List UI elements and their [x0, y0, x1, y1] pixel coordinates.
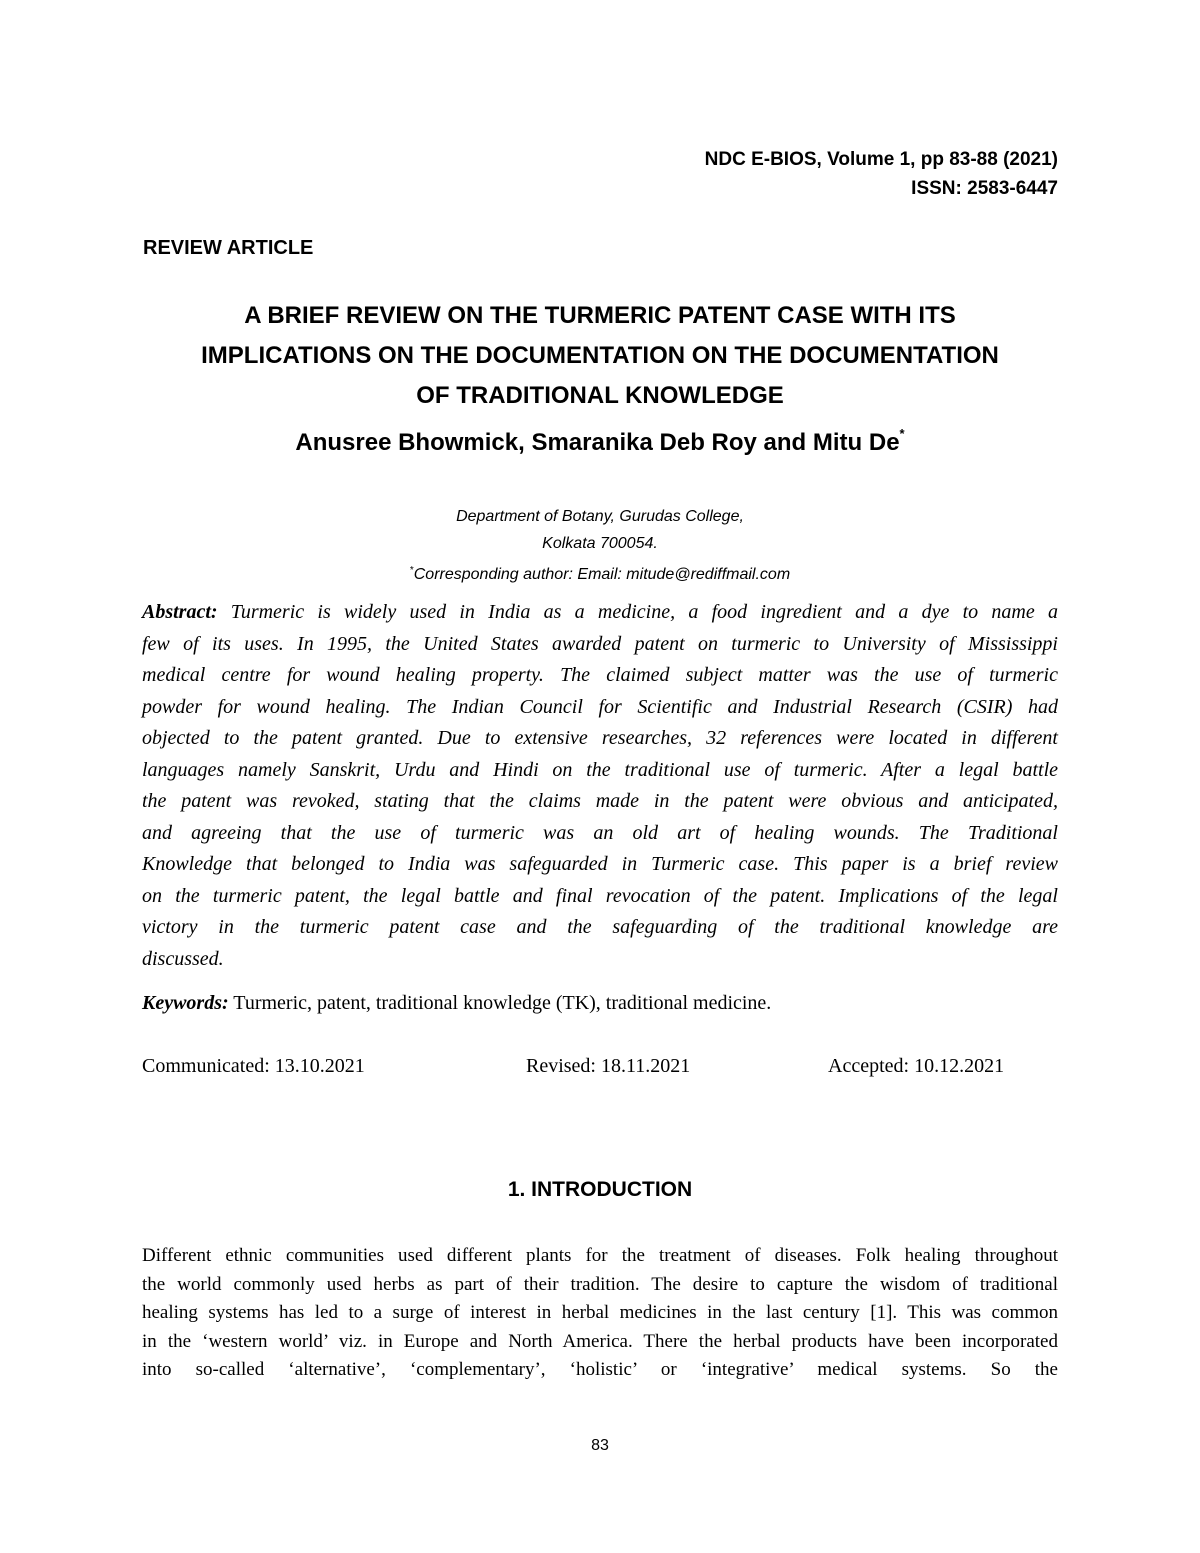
- date-accepted: Accepted: 10.12.2021: [828, 1055, 1005, 1077]
- title-line: A BRIEF REVIEW ON THE TURMERIC PATENT CASE WITH ITS: [244, 302, 956, 329]
- page-number: 83: [591, 1437, 609, 1454]
- corresponding-marker: *: [899, 426, 905, 441]
- abstract-line: on the turmeric patent, the legal battle and final revocation of the patent. Implications of the legal: [142, 884, 1058, 907]
- keywords: [142, 992, 771, 1015]
- article-type: REVIEW ARTICLE: [143, 237, 314, 259]
- corresponding-author: [100, 557, 1100, 588]
- affiliation: [100, 503, 1100, 588]
- abstract-text: Turmeric is widely used in India as a medicine, a food ingredient and a dye to name a: [217, 601, 1058, 623]
- abstract-line: objected to the patent granted. Due to extensive researches, 32 references were located in different: [142, 727, 1058, 749]
- body-line: healing systems has led to a surge of interest in herbal medicines in the last century [1]. This was common: [142, 1302, 1058, 1323]
- affiliation-department: Department of Botany, Gurudas College,: [456, 508, 744, 525]
- abstract-line: [142, 597, 1058, 629]
- abstract-line: few of its uses. In 1995, the United States awarded patent on turmeric to University of Mississippi: [142, 632, 1058, 655]
- abstract-line: the patent was revoked, stating that the claims made in the patent were obvious and anticipated,: [142, 790, 1058, 812]
- abstract-label: Abstract:: [142, 601, 218, 623]
- abstract-line: powder for wound healing. The Indian Council for Scientific and Industrial Research (CSIR) had: [142, 695, 1058, 718]
- body-line: in the ‘western world’ viz. in Europe and North America. There the herbal products have been incorporated: [142, 1330, 1058, 1352]
- corresponding-marker: *: [409, 565, 414, 576]
- abstract-line: languages namely Sanskrit, Urdu and Hindi on the traditional use of turmeric. After a legal battle: [142, 758, 1058, 781]
- affiliation-city: Kolkata 700054.: [542, 535, 658, 552]
- abstract: [142, 597, 1058, 975]
- abstract-line: medical centre for wound healing property. The claimed subject matter was the use of turmeric: [142, 664, 1058, 686]
- journal-issn: ISSN: 2583-6447: [911, 178, 1058, 199]
- date-revised: Revised: 18.11.2021: [526, 1055, 691, 1077]
- abstract-line: Knowledge that belonged to India was safeguarded in Turmeric case. This paper is a brief review: [142, 853, 1058, 875]
- author-names: Anusree Bhowmick, Smaranika Deb Roy and Mitu De: [295, 429, 900, 456]
- body-line: the world commonly used herbs as part of their tradition. The desire to capture the wisdom of traditional: [142, 1273, 1058, 1295]
- introduction-body: [142, 1242, 1058, 1385]
- journal-citation: NDC E-BIOS, Volume 1, pp 83-88 (2021): [704, 149, 1058, 170]
- keywords-label: Keywords:: [142, 992, 229, 1014]
- keywords-text: Turmeric, patent, traditional knowledge (TK), traditional medicine.: [228, 992, 772, 1014]
- abstract-line: and agreeing that the use of turmeric was an old art of healing wounds. The Traditional: [142, 821, 1058, 844]
- journal-header: [705, 145, 1058, 203]
- author-list: [100, 426, 1100, 457]
- title-line: OF TRADITIONAL KNOWLEDGE: [416, 382, 784, 409]
- paper-title: [100, 296, 1100, 416]
- title-line: IMPLICATIONS ON THE DOCUMENTATION ON THE DOCUMENTATION: [201, 342, 999, 369]
- section-heading-introduction: 1. INTRODUCTION: [507, 1178, 693, 1201]
- body-line: into so-called ‘alternative’, ‘complementary’, ‘holistic’ or ‘integrative’ medical systems. So the: [142, 1359, 1058, 1380]
- date-communicated: Communicated: 13.10.2021: [142, 1055, 365, 1077]
- body-line: Different ethnic communities used different plants for the treatment of diseases. Folk healing throughout: [142, 1245, 1058, 1266]
- abstract-line: victory in the turmeric patent case and the safeguarding of the traditional knowledge are: [142, 916, 1058, 938]
- abstract-line: discussed.: [142, 947, 224, 970]
- corresponding-email: Corresponding author: Email: mitude@rediffmail.com: [413, 566, 791, 583]
